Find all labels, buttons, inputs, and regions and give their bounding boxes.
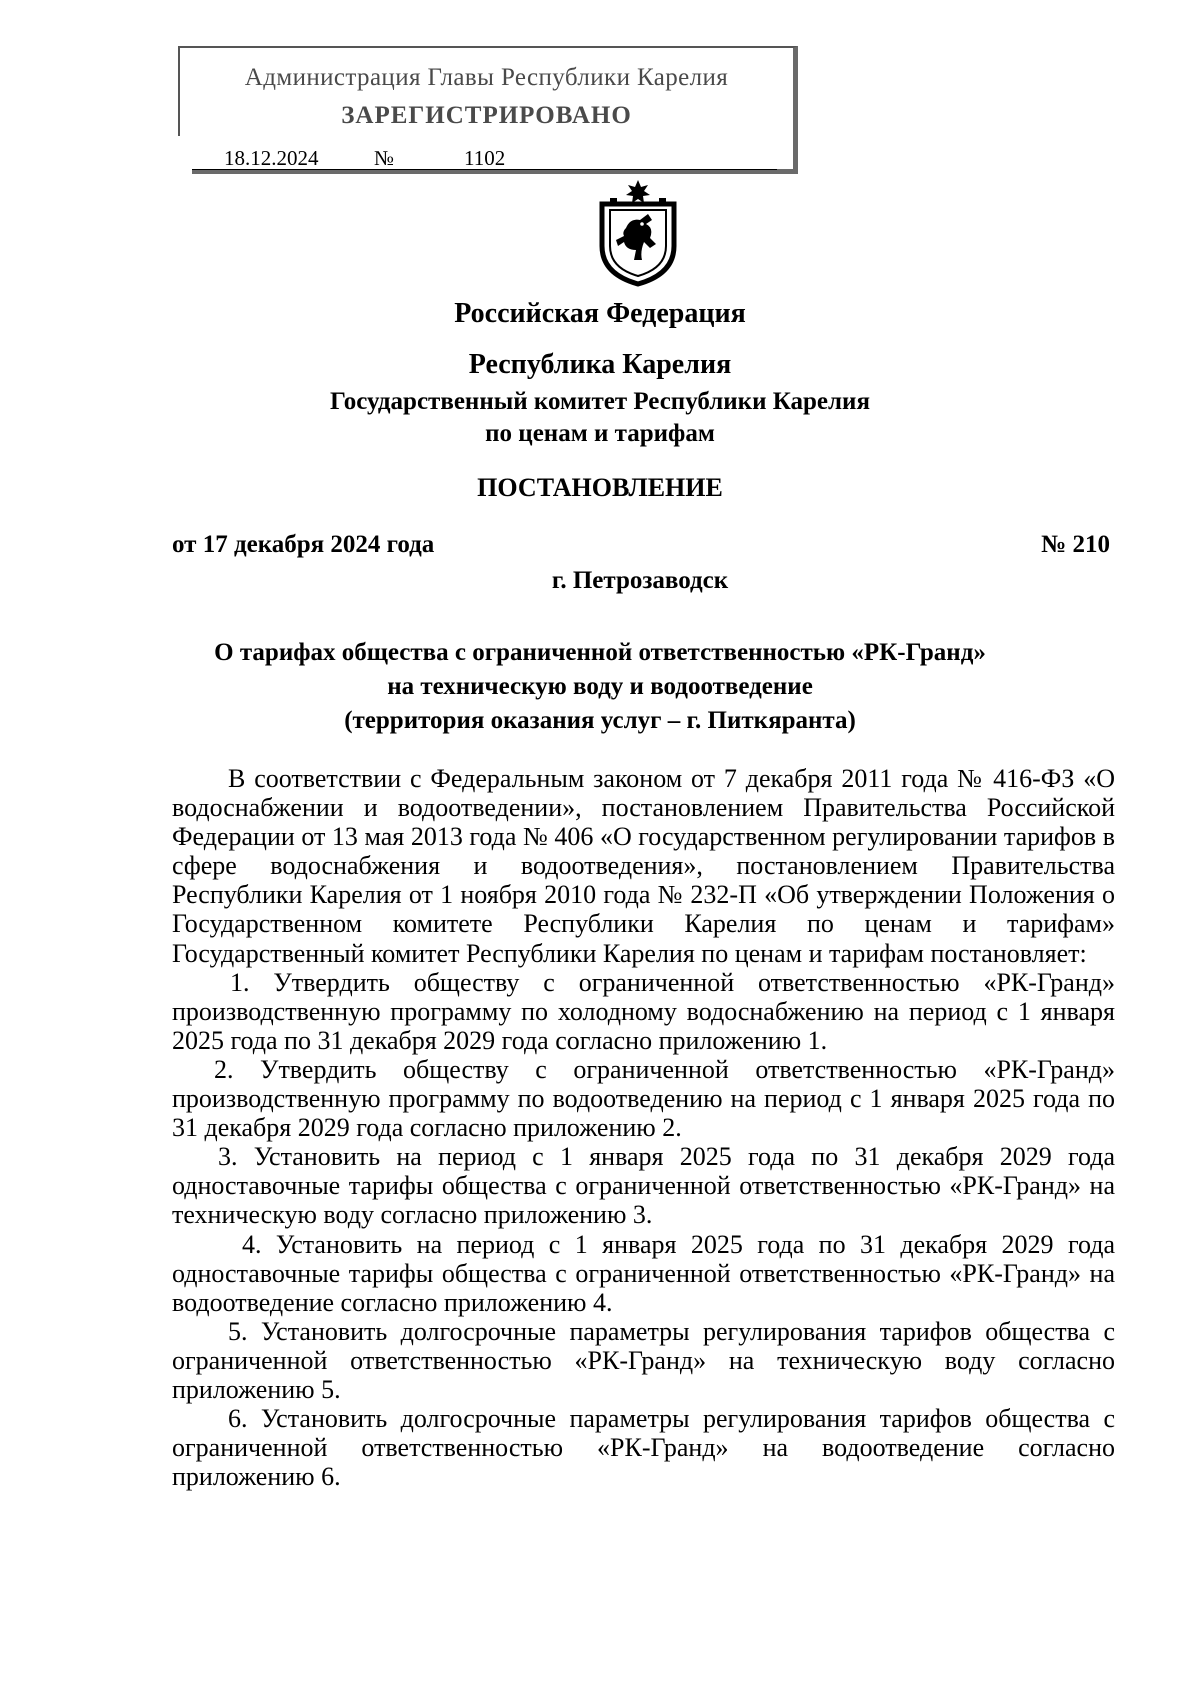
stamp-date: 18.12.2024 xyxy=(224,146,319,170)
stamp-registration-line xyxy=(192,146,777,172)
preamble-paragraph: В соответствии с Федеральным законом от 7 декабря 2011 года № 416-ФЗ «О водоснабжении и водоотведении», постановлением Правительства Российской Федерации от 13 мая 2013 года № 406 «О государственном регулировании тарифов в сфере водоснабжения и водоотведения», постановлением Правительства Республики Карелия от 1 ноября 2010 года № 232-П «Об утверждении Положения о Государственном комитете Республики Карелия по ценам и тарифам» Государственный комитет Республики Карелия по ценам и тарифам постановляет: xyxy=(172,764,1115,968)
document-title-line3: (территория оказания услуг – г. Питкяранта) xyxy=(344,707,856,734)
document-number: № 210 xyxy=(1041,531,1110,558)
republic-heading: Республика Карелия xyxy=(468,349,732,380)
document-date: от 17 декабря 2024 года xyxy=(172,531,435,558)
stamp-status: ЗАРЕГИСТРИРОВАНО xyxy=(341,102,632,129)
registration-stamp xyxy=(178,46,798,174)
document-title-line2: на техническую воду и водоотведение xyxy=(387,673,813,700)
karelia-coat-of-arms-icon xyxy=(596,178,680,288)
resolution-item-6: 6. Установить долгосрочные параметры регулирования тарифов общества с ограниченной ответственностью «РК-Гранд» на водоотведение согласно приложению 6. xyxy=(172,1404,1115,1492)
country-heading: Российская Федерация xyxy=(454,298,746,329)
resolution-item-1: 1. Утвердить обществу с ограниченной ответственностью «РК-Гранд» производственную программу по холодному водоснабжению на период с 1 января 2025 года по 31 декабря 2029 года согласно приложению 1. xyxy=(172,967,1115,1055)
document-type: ПОСТАНОВЛЕНИЕ xyxy=(477,473,723,502)
stamp-number-sign: № xyxy=(374,146,395,170)
document-title-line1: О тарифах общества с ограниченной ответственностью «РК-Гранд» xyxy=(214,639,986,666)
resolution-item-2: 2. Утвердить обществу с ограниченной ответственностью «РК-Гранд» производственную программу по водоотведению на период с 1 января 2025 года по 31 декабря 2029 года согласно приложению 2. xyxy=(172,1054,1115,1143)
stamp-organization: Администрация Главы Республики Карелия xyxy=(244,64,729,91)
document-city: г. Петрозаводск xyxy=(551,567,729,594)
resolution-item-4: 4. Установить на период с 1 января 2025 года по 31 декабря 2029 года одноставочные тарифы общества с ограниченной ответственностью «РК-Гранд» на водоотведение согласно приложению 4. xyxy=(172,1229,1115,1317)
document-body xyxy=(172,764,1115,1491)
stamp-number: 1102 xyxy=(464,146,506,170)
resolution-item-3: 3. Установить на период с 1 января 2025 года по 31 декабря 2029 года одноставочные тарифы общества с ограниченной ответственностью «РК-Гранд» на техническую воду согласно приложению 3. xyxy=(172,1142,1115,1230)
committee-heading-line2: по ценам и тарифам xyxy=(485,420,715,447)
resolution-item-5: 5. Установить долгосрочные параметры регулирования тарифов общества с ограниченной ответственностью «РК-Гранд» на техническую воду согласно приложению 5. xyxy=(172,1316,1115,1404)
stamp-notch xyxy=(178,136,192,186)
committee-heading-line1: Государственный комитет Республики Карелия xyxy=(330,388,870,415)
